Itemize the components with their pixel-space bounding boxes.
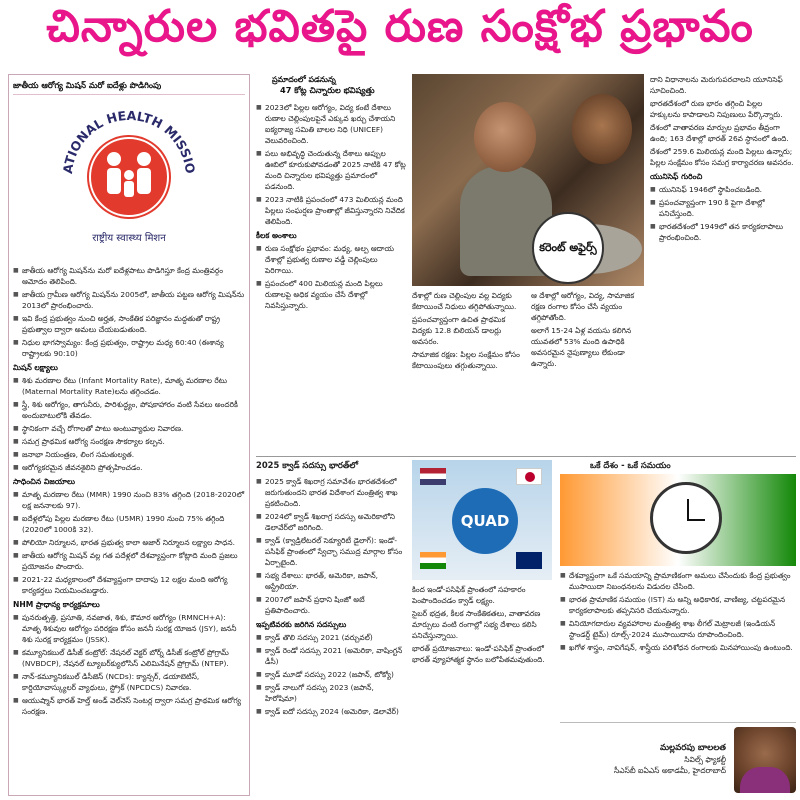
quad-image [412,460,552,580]
list-item: ■ నిధుల భాగస్వామ్యం: కేంద్ర ప్రభుత్వం, రాష్ట్రాల మధ్య 60:40 (ఈశాన్య రాష్ట్రాలకు 90:10) [13,337,245,359]
meetings-heading: ఇప్పటివరకు జరిగిన సదస్సులు [256,620,347,629]
paragraph: దాని విధానాలను మెరుగుపరచాలని యూనిసెఫ్ సూచించింది. [650,75,783,95]
list-item: ■ 2023 నాటికి ప్రపంచంలో 473 మిలియన్ల మంది పిల్లలు సంఘర్షణ ప్రాంతాల్లో జీవిస్తున్నారని నివేదిక తెలిపింది. [256,194,406,227]
india-flag-icon [420,552,446,569]
list-item: ■ ఇవి కేంద్ర ప్రభుత్వం నుంచి అర్హత, సాంకేతిక పరిజ్ఞానం మద్దతుతో రాష్ట్ర ప్రభుత్వాల ద్వారా అమలు చేయబడుతుంది. [13,313,245,335]
section-divider [256,456,796,457]
paragraph: సైబర్ భద్రత, కీలక సాంకేతికతలు, వాతావరణ మార్పులు వంటి రంగాల్లో సభ్య దేశాలు కలిసి పనిచేస్తున్నాయి. [412,609,541,640]
programs-heading: NHM ప్రాధాన్య కార్యక్రమాలు [13,600,100,609]
author-org: సీఎస్‌బీ ఐఏఎస్ అకాడమీ, హైదరాబాద్ [614,766,726,775]
key-points-heading: కీలక అంశాలు [256,231,297,240]
unicef-article [256,74,406,452]
nhm-logo-text: ATIONAL HEALTH MISSIO [59,107,198,175]
list-item: ■ 2007లో జపాన్ ప్రధాని షింజో అబే ప్రతిపాదించారు. [256,594,406,616]
clock-icon [650,482,722,554]
list-item: ■ క్వాడ్ రెండో సదస్సు 2021 (అమెరికా, వాషింగ్టన్ డీసీ) [256,645,406,667]
list-item: ■ జాతీయ గ్రామీణ ఆరోగ్య మిషన్‌ను 2005లో, జాతీయ పట్టణ ఆరోగ్య మిషన్‌ను 2013లో ప్రారంభించారు. [13,289,245,311]
list-item: ■ ఆయుష్మాన్ భారత్ హెల్త్ అండ్ వెల్‌నెస్ సెంటర్ల ద్వారా సమగ్ర ప్రాథమిక ఆరోగ్య సంరక్షణ. [13,695,245,717]
list-item: ■ జనాభా నియంత్రణ, లింగ సమతుల్యత. [13,449,245,460]
list-item: ■ యునిసెఫ్ 1946లో స్థాపించబడింది. [650,184,794,195]
paragraph: సామాజిక రక్షణ: పిల్లల సంక్షేమం కోసం కేటాయింపులు తగ్గుతున్నాయి. [412,350,520,370]
quad-article [256,476,406,796]
goals-list [13,375,245,473]
paragraph: ప్రపంచవ్యాప్తంగా ఉచిత ప్రాథమిక విద్యకు 12.8 బిలియన్ డాలర్లు అవసరం. [412,315,506,346]
unicef-article-continued [412,290,644,452]
list-item: ■ వినియోగదారుల వ్యవహారాల మంత్రిత్వ శాఖ లీగల్ మెట్రాలజీ (ఇండియన్ స్టాండర్డ్ టైమ్) రూల్స్-2024 ముసాయిదాను రూపొందించింది. [560,618,796,640]
nhm-heading: జాతీయ ఆరోగ్య మిషన్ మరో ఐదేళ్లు పొడిగింపు [13,78,245,95]
one-nation-image [560,474,796,566]
list-item: ■ మాతృ మరణాల రేటు (MMR) 1990 నుంచి 83% తగ్గింది (2018-2020లో లక్ష జననాలకు 97). [13,489,245,511]
nhm-logo-graphic [42,99,217,259]
nhm-logo-subtext: राष्ट्रीय स्वास्थ्य मिशन [91,233,166,244]
programs-list [13,612,245,717]
list-item: ■ క్వాడ్ ఐదో సదస్సు 2024 (అమెరికా, డెలావేర్) [256,706,406,717]
list-item: ■ స్త్రీ, శిశు ఆరోగ్యం, తాగునీరు, పారిశుద్ధ్యం, పోషకాహారం వంటి సేవలు అందరికీ అందుబాటులోకి తేవడం. [13,399,245,421]
article-kicker: ప్రమాదంలో పడనున్న [272,75,336,84]
nhm-box [8,74,250,796]
list-item: ■ స్థానికంగా వచ్చే రోగాలతో పాటు అంటువ్యాధుల నివారణ. [13,423,245,434]
quad-heading: 2025 క్వాడ్ సదస్సు భారత్‌లో [256,460,359,470]
list-item: ■ సమగ్ర ప్రాథమిక ఆరోగ్య సంరక్షణ సౌకర్యాల కల్పన. [13,436,245,447]
list-item: ■ భారతదేశంలో 1949లో తన కార్యకలాపాలు ప్రారంభించింది. [650,221,794,243]
goals-heading: మిషన్ లక్ష్యాలు [13,363,58,372]
japan-flag-icon [516,468,542,485]
author-box [560,722,796,796]
right-column [650,74,794,452]
list-item: ■ క్వాడ్ తొలి సదస్సు 2021 (వర్చువల్) [256,632,406,643]
one-nation-article [560,570,796,718]
list-item: ■ 2023లో పిల్లల ఆరోగ్యం, విద్య కంటే దేశాలు రుణాల చెల్లింపులపైనే ఎక్కువ ఖర్చు చేశాయని ఐక్యరాజ్య సమితి బాలల నిధి (UNICEF) వెలువరించింది. [256,102,406,146]
list-item: ■ భారత ప్రామాణిక సమయం (IST) ను అన్ని అధికారిక, వాణిజ్య, చట్టపరమైన కార్యకలాపాలకు తప్పనిసరి చేయనున్నారు. [560,594,796,616]
australia-flag-icon [516,552,542,569]
paragraph: దేశంలో వాతావరణ మార్పుల ప్రభావం తీవ్రంగా ఉంది; 163 దేశాల్లో భారత్ 26వ స్థానంలో ఉంది. [650,123,789,143]
one-nation-heading: ఒకే దేశం - ఒకే సమయం [590,460,671,470]
list-item: ■ నాన్-కమ్యూనికబుల్ డిసీజెస్ (NCDs): క్యాన్సర్, డయాబెటిస్, కార్డియోవాస్క్యులర్ వ్యాధులు, స్ట్రోక్ (NPCDCS) నివారణ. [13,671,245,693]
list-item: ■ 2024లో క్వాడ్ శిఖరాగ్ర సదస్సు అమెరికాలోని డెలావేర్‌లో జరిగింది. [256,511,406,533]
author-info [560,743,734,776]
list-item: ■ 2021-22 మధ్యకాలంలో దేశవ్యాప్తంగా దాదాపు 12 లక్షల మంది ఆరోగ్య కార్యకర్తలు నియమించబడ్డారు. [13,574,245,596]
children-photo [412,74,644,286]
list-item: ■ పోలియో నిర్మూలన, భారత ప్రభుత్వ కాలా అజార్ నిర్మూలన లక్ష్యాల సాధన. [13,537,245,548]
list-item: ■ పలు అభివృద్ధి చెందుతున్న దేశాలు అప్పుల ఊబిలో కూరుకుపోవడంతో 2025 నాటికి 47 కోట్ల మంది చిన్నారుల భవిష్యత్తు ప్రమాదంలో పడనుంది. [256,148,406,192]
nhm-logo [42,99,217,259]
list-item: ■ ఆరోగ్యకరమైన జీవనశైలిని ప్రోత్సహించడం. [13,462,245,473]
list-item: ■ క్వాడ్ (క్వాడ్రిలేటరల్ సెక్యూరిటీ డైలాగ్): ఇండో-పసిఫిక్ ప్రాంతంలో స్వేచ్ఛా సముద్ర మార్గాల కోసం ఏర్పాటైంది. [256,535,406,568]
list-item: ■ ప్రపంచవ్యాప్తంగా 190 కి పైగా దేశాల్లో పనిచేస్తుంది. [650,197,794,219]
author-name: మల్లవరపు బాలలత [659,743,726,753]
list-item: ■ ఖగోళ శాస్త్రం, నావిగేషన్, శాస్త్రీయ పరిశోధన రంగాలకు మినహాయింపు ఉంటుంది. [560,642,796,653]
list-item: ■ క్వాడ్ మూడో సదస్సు 2022 (జపాన్, టోక్యో) [256,669,406,680]
list-item: ■ క్వాడ్ నాలుగో సదస్సు 2023 (జపాన్, హిరోషిమా) [256,682,406,704]
paragraph: కింద ఇండో-పసిఫిక్ ప్రాంతంలో సహకారం పెంపొందించడం క్వాడ్ లక్ష్యం. [412,585,526,605]
quad-logo: QUAD [452,488,518,554]
quad-article-continued [412,584,552,796]
list-item: ■ ప్రపంచంలో 400 మిలియన్ల మంది పిల్లలు రుణాలపై అధిక వ్యయం చేసే దేశాల్లో నివసిస్తున్నారు. [256,278,406,311]
list-item: ■ కమ్యూనికబుల్ డిసీజ్ కంట్రోల్: నేషనల్ వెక్టర్ బోర్న్ డిసీజ్ కంట్రోల్ ప్రోగ్రామ్ (NVBDCP), నేషనల్ ట్యూబర్‌క్యులోసిస్ ఎలిమినేషన్ ప్రోగ్రామ్ (NTEP). [13,647,245,669]
photo-child-2 [572,94,632,164]
achievements-list [13,489,245,596]
achievements-heading: సాధించిన విజయాలు [13,477,75,486]
author-photo [734,727,796,793]
paragraph: దేశాల్లో రుణ చెల్లింపుల వల్ల విద్యకు కేటాయించే నిధులు తగ్గిపోతున్నాయి. [412,291,517,311]
paragraph: అలాగే 15-24 ఏళ్ల వయసు కలిగిన యువతలో 53% మంది ఉపాధికి అవసరమైన నైపుణ్యాలు లేకుండా ఉన్నారు. [531,326,632,368]
page-title: చిన్నారుల భవితపై రుణ సంక్షోభ ప్రభావం [46,1,754,52]
left-column [8,74,250,796]
list-item: ■ సభ్య దేశాలు: భారత్, అమెరికా, జపాన్, ఆస్ట్రేలియా. [256,570,406,592]
nhm-intro-list [13,265,245,359]
paragraph: దేశంలో 259.6 మిలియన్ల మంది పిల్లలు ఉన్నారు; పిల్లల సంక్షేమం కోసం సమగ్ర కార్యాచరణ అవసరం. [650,147,794,167]
list-item: ■ జాతీయ ఆరోగ్య మిషన్‌ను మరో ఐదేళ్లపాటు పొడిగిస్తూ కేంద్ర మంత్రివర్గం ఆమోదం తెలిపింది. [13,265,245,287]
usa-flag-icon [420,468,446,485]
list-item: ■ 2025 క్వాడ్ శిఖరాగ్ర సమావేశం భారతదేశంలో జరుగుతుందని భారత విదేశాంగ మంత్రిత్వ శాఖ ప్రకటించింది. [256,476,406,509]
paragraph: భారతదేశంలో రుణ భారం తగ్గించి పిల్లల హక్కులను కాపాడాలని నిపుణులు పేర్కొన్నారు. [650,99,783,119]
list-item: ■ రుణ సంక్షోభం ప్రభావం: మధ్య, అల్ప ఆదాయ దేశాల్లో ప్రభుత్వ రుణాల వడ్డీ చెల్లింపులు పెరిగాయి. [256,243,406,276]
article-subhead: 47 కోట్ల చిన్నారుల భవిష్యత్తు [280,85,375,95]
photo-child-face [474,102,536,172]
author-role: సివిల్స్ ఫ్యాకల్టీ [684,755,726,764]
list-item: ■ పునరుత్పత్తి, ప్రసూతి, నవజాత, శిశు, కౌమార ఆరోగ్యం (RMNCH+A): మాతృ శిశువుల ఆరోగ్యం పరిరక్షణ కోసం జననీ సురక్ష యోజన (JSY), జననీ శిశు సురక్ష కార్యక్రమం (JSSK). [13,612,245,645]
list-item: ■ జాతీయ ఆరోగ్య మిషన్ వల్ల గత పదేళ్లలో దేశవ్యాప్తంగా కోట్లాది మంది ప్రజలు ప్రయోజనం పొందారు. [13,550,245,572]
paragraph: ఆ దేశాల్లో ఆరోగ్యం, విద్య, సామాజిక రక్షణ రంగాల కోసం చేసే వ్యయం తగ్గిపోతోంది. [531,291,635,322]
current-affairs-badge: కరెంట్ అఫైర్స్ [532,212,604,284]
list-item: ■ శిశు మరణాల రేటు (Infant Mortality Rate), మాతృ మరణాల రేటు (Maternal Mortality Rate)లను తగ్గించడం. [13,375,245,397]
paragraph: భారత్ ప్రయోజనాలు: ఇండో-పసిఫిక్ ప్రాంతంలో భారత్ వ్యూహాత్మక స్థానం బలోపేతమవుతుంది. [412,644,545,664]
list-item: ■ దేశవ్యాప్తంగా ఒకే సమయాన్ని ప్రామాణికంగా అమలు చేసేందుకు కేంద్ర ప్రభుత్వం ముసాయిదా నిబంధనలను విడుదల చేసింది. [560,570,796,592]
unicef-heading: యునిసెఫ్ గురించి [650,172,703,181]
list-item: ■ ఐదేళ్లలోపు పిల్లల మరణాల రేటు (U5MR) 1990 నుంచి 75% తగ్గింది (2020లో 1000కి 32). [13,513,245,535]
